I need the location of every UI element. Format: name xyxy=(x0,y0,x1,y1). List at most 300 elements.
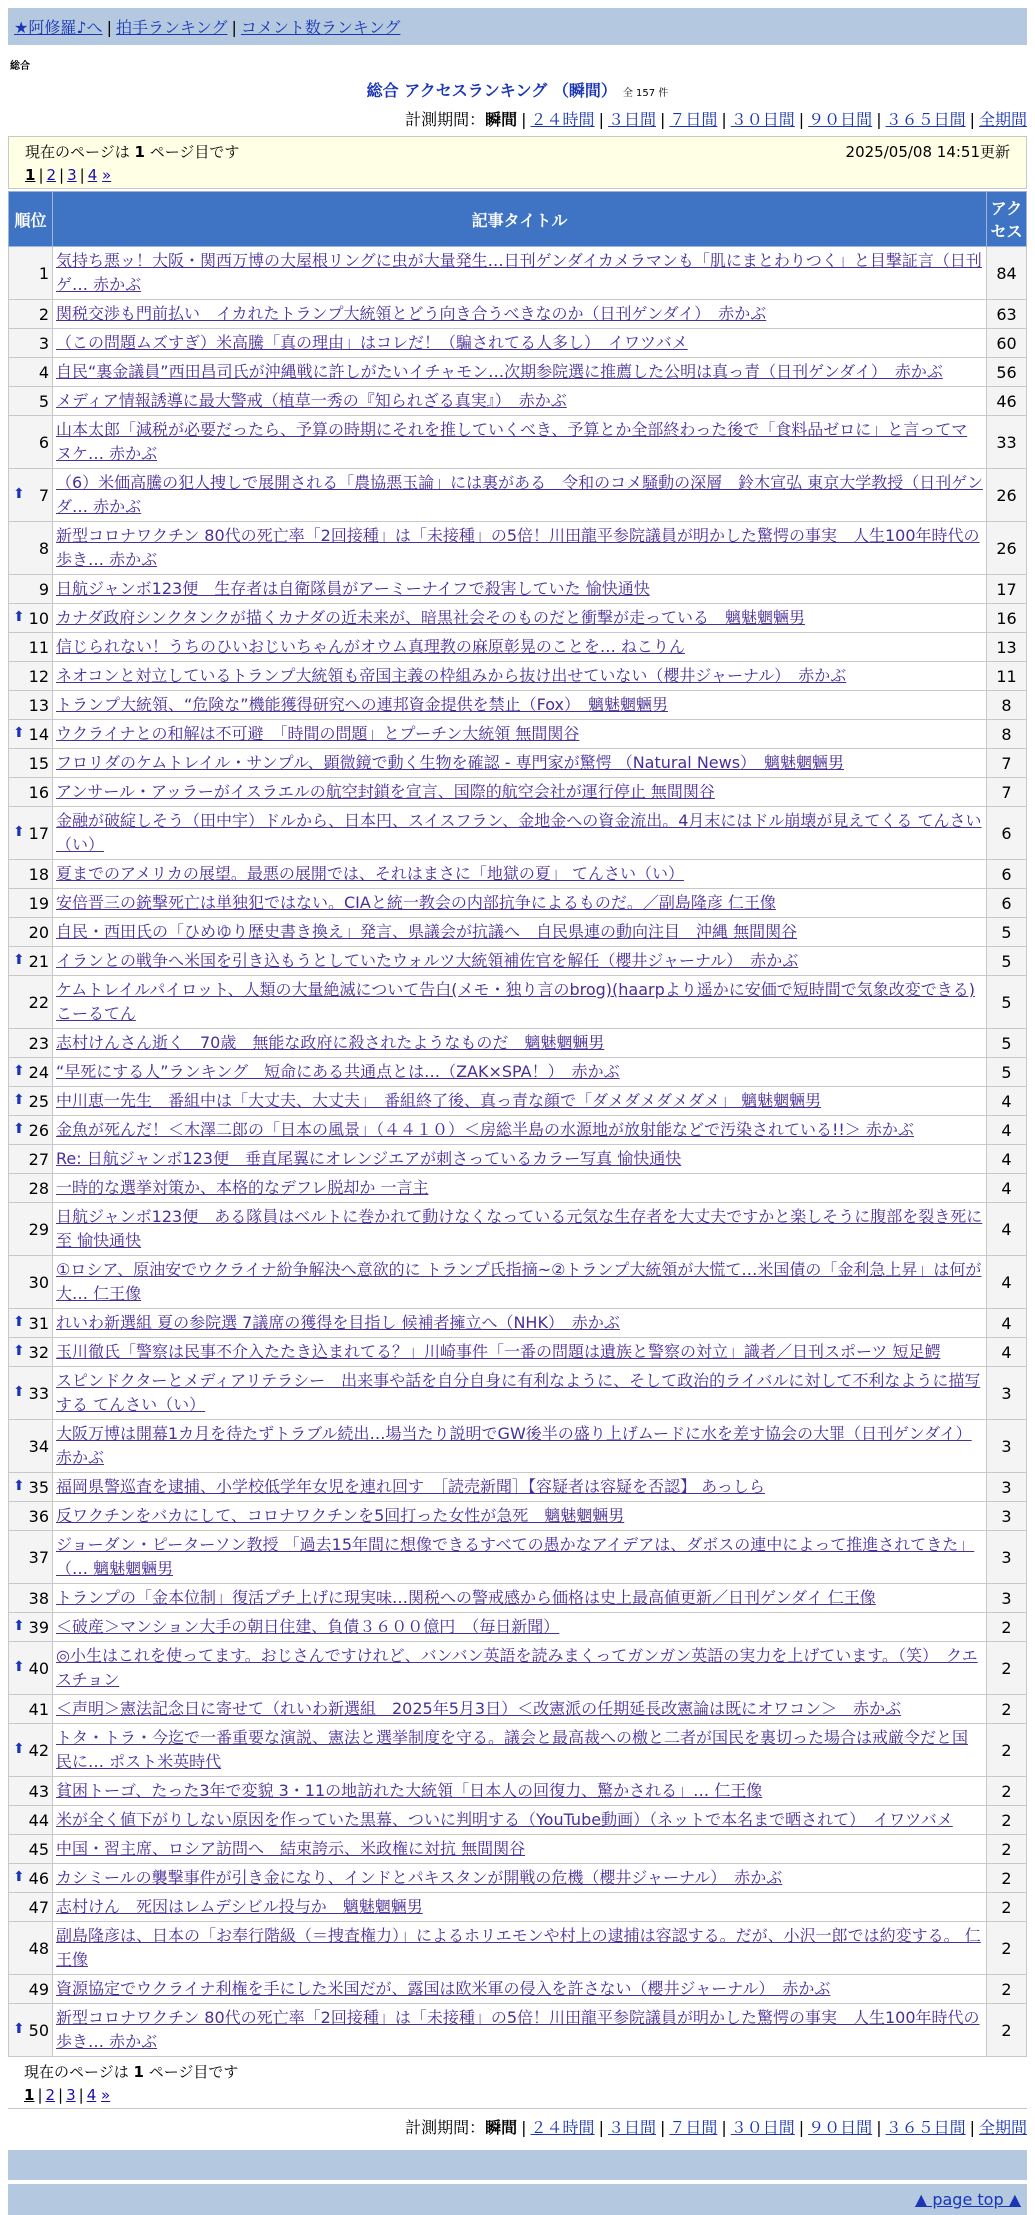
title-cell xyxy=(53,889,987,918)
rank-cell xyxy=(9,1087,53,1116)
rank-cell xyxy=(9,860,53,889)
table-row xyxy=(9,300,1027,329)
article-link[interactable]: 玉川徹氏「警察は民事不介入たたき込まれてる？」川崎事件「一番の問題は遺族と警察の対立」識者／日刊スポーツ 短足鰐 xyxy=(56,1342,941,1361)
period-link-0[interactable]: ２４時間 xyxy=(530,2118,595,2137)
table-row xyxy=(9,749,1027,778)
rank-number: 36 xyxy=(28,1506,49,1526)
access-count: 3 xyxy=(987,1367,1027,1420)
ranking-table xyxy=(8,191,1027,2057)
table-row xyxy=(9,2004,1027,2057)
page-next-link[interactable]: » xyxy=(102,166,112,184)
rank-number: 41 xyxy=(28,1699,49,1719)
pager-top xyxy=(8,136,1027,189)
article-link[interactable]: 関税交渉も門前払い イカれたトランプ大統領とどう向き合うべきなのか（日刊ゲンダイ） 赤かぶ xyxy=(56,304,767,323)
title-cell xyxy=(53,1724,987,1777)
rank-cell xyxy=(9,1695,53,1724)
article-link[interactable]: アンサール・アッラーがイスラエルの航空封鎖を宣言、国際的航空会社が運行停止 無間関谷 xyxy=(56,782,715,801)
access-count: 60 xyxy=(987,329,1027,358)
rank-number: 7 xyxy=(38,485,49,505)
page-link-4[interactable]: 4 xyxy=(87,166,98,184)
article-link[interactable]: ＜声明＞憲法記念日に寄せて（れいわ新選組 2025年5月3日）＜改憲派の任期延長改憲論は既にオワコン＞ 赤かぶ xyxy=(56,1699,902,1718)
article-link[interactable]: 中川恵一先生 番組中は「大丈夫、大丈夫」 番組終了後、真っ青な顔で「ダメダメダメダメ」 魑魅魍魎男 xyxy=(56,1091,822,1110)
rank-number: 13 xyxy=(28,695,49,715)
article-link[interactable]: 日航ジャンボ123便 生存者は自衛隊員がアーミーナイフで殺害していた 愉快通快 xyxy=(56,579,650,598)
article-link[interactable]: スピンドクターとメディアリテラシー 出来事や話を自分自身に有利なように、そして政治的ライバルに対して不利なように描写する てんさい（い） xyxy=(56,1371,981,1414)
article-link[interactable]: ジョーダン・ピーターソン教授 「過去15年間に想像できるすべての愚かなアイデアは、ダボスの連中によって推進されてきた」（… 魑魅魍魎男 xyxy=(56,1535,975,1578)
access-count: 4 xyxy=(987,1338,1027,1367)
page-top-link[interactable]: ▲ page top ▲ xyxy=(914,2190,1021,2209)
period-link-3[interactable]: ３０日間 xyxy=(730,2118,795,2137)
rank-number: 48 xyxy=(28,1938,49,1958)
access-count: 4 xyxy=(987,1203,1027,1256)
access-count: 4 xyxy=(987,1309,1027,1338)
article-link[interactable]: 副島隆彦は、日本の「お奉行階級（＝捜査権力）」によるホリエモンや村上の逮捕は容認する。だが、小沢一郎では約変する。 仁王像 xyxy=(56,1926,981,1969)
rank-number: 26 xyxy=(28,1120,49,1140)
rank-number: 15 xyxy=(28,753,49,773)
title-cell xyxy=(53,662,987,691)
rank-number: 20 xyxy=(28,922,49,942)
rank-up-arrow-icon: ⬆ xyxy=(13,1868,25,1885)
period-link-1[interactable]: ３日間 xyxy=(607,2118,656,2137)
rank-number: 46 xyxy=(28,1868,49,1888)
title-cell xyxy=(53,469,987,522)
breadcrumb: 総合 xyxy=(10,61,30,72)
rank-up-arrow-icon: ⬆ xyxy=(13,1658,25,1675)
article-link[interactable]: 金魚が死んだ！＜木澤二郎の「日本の風景」（４４１０）＜房総半島の水源地が放射能などで汚染されている!!＞ 赤かぶ xyxy=(56,1120,914,1139)
title-cell xyxy=(53,1642,987,1695)
table-row xyxy=(9,247,1027,300)
rank-number: 38 xyxy=(28,1588,49,1608)
rank-up-arrow-icon: ⬆ xyxy=(13,1120,25,1137)
rank-cell xyxy=(9,1613,53,1642)
rank-up-arrow-icon: ⬆ xyxy=(13,485,25,502)
rank-number: 34 xyxy=(28,1436,49,1456)
rank-cell xyxy=(9,918,53,947)
period-link-4[interactable]: ９０日間 xyxy=(808,2118,873,2137)
article-link[interactable]: ウクライナとの和解は不可避 「時間の問題」とプーチン大統領 無間関谷 xyxy=(56,724,580,743)
rank-number: 6 xyxy=(38,432,49,452)
table-row xyxy=(9,947,1027,976)
access-count: 13 xyxy=(987,633,1027,662)
page-status-bottom: 現在のページは 1 ページ目です xyxy=(24,2063,239,2081)
title-cell xyxy=(53,416,987,469)
table-row xyxy=(9,1309,1027,1338)
rank-cell xyxy=(9,1029,53,1058)
period-link-2[interactable]: ７日間 xyxy=(669,110,718,129)
access-count: 2 xyxy=(987,1695,1027,1724)
article-link[interactable]: メディア情報誘導に最大警戒（植草一秀の『知られざる真実』） 赤かぶ xyxy=(56,391,567,410)
title-cell xyxy=(53,947,987,976)
access-count: 8 xyxy=(987,720,1027,749)
rank-cell xyxy=(9,720,53,749)
title-cell xyxy=(53,1029,987,1058)
rank-number: 23 xyxy=(28,1033,49,1053)
page-link-2[interactable]: 2 xyxy=(46,166,57,184)
article-link[interactable]: 大阪万博は開幕1カ月を待たずトラブル続出…場当たり説明でGW後半の盛り上げムードに水を差す協会の大罪（日刊ゲンダイ） 赤かぶ xyxy=(56,1424,972,1467)
rank-number: 25 xyxy=(28,1091,49,1111)
access-count: 6 xyxy=(987,860,1027,889)
table-row xyxy=(9,1975,1027,2004)
title-cell xyxy=(53,2004,987,2057)
rank-cell xyxy=(9,300,53,329)
article-link[interactable]: 自民“裏金議員”西田昌司氏が沖縄戦に許しがたいイチャモン…次期参院選に推薦した公明は真っ青（日刊ゲンダイ） 赤かぶ xyxy=(56,362,943,381)
title-cell xyxy=(53,300,987,329)
access-count: 5 xyxy=(987,1029,1027,1058)
article-link[interactable]: 気持ち悪ッ！大阪・関西万博の大屋根リングに虫が大量発生…日刊ゲンダイカメラマンも「肌にまとわりつく」と目撃証言（日刊ゲ… 赤かぶ xyxy=(56,251,982,294)
rank-number: 24 xyxy=(28,1062,49,1082)
article-link[interactable]: ＜破産＞マンション大手の朝日住建、負債３６００億円 （毎日新聞） xyxy=(56,1617,560,1636)
title-cell xyxy=(53,1893,987,1922)
title-cell xyxy=(53,247,987,300)
access-count: 4 xyxy=(987,1256,1027,1309)
rank-cell xyxy=(9,1531,53,1584)
access-count: 26 xyxy=(987,522,1027,575)
access-count: 46 xyxy=(987,387,1027,416)
nav-link-comment-ranking[interactable]: コメント数ランキング xyxy=(240,18,401,37)
rank-cell xyxy=(9,604,53,633)
rank-number: 30 xyxy=(28,1272,49,1292)
title-cell xyxy=(53,1777,987,1806)
title-cell xyxy=(53,1145,987,1174)
access-count: 2 xyxy=(987,1642,1027,1695)
page-current: 1 xyxy=(25,166,36,184)
title-cell xyxy=(53,1806,987,1835)
table-row xyxy=(9,469,1027,522)
table-row xyxy=(9,387,1027,416)
rank-cell xyxy=(9,1174,53,1203)
article-link[interactable]: フロリダのケムトレイル・サンプル、顕微鏡で動く生物を確認 - 専門家が驚愕 （Natural News） 魑魅魍魎男 xyxy=(56,753,845,772)
rank-number: 17 xyxy=(28,823,49,843)
table-row xyxy=(9,1613,1027,1642)
table-row xyxy=(9,1584,1027,1613)
rank-number: 8 xyxy=(38,538,49,558)
article-link[interactable]: （6）米価高騰の犯人捜しで展開される「農協悪玉論」には裏がある 令和のコメ騒動の深層 鈴木宣弘 東京大学教授（日刊ゲンダ… 赤かぶ xyxy=(56,473,983,516)
table-row xyxy=(9,860,1027,889)
rank-cell xyxy=(9,1893,53,1922)
table-row xyxy=(9,889,1027,918)
article-link[interactable]: トタ・トラ・今迄で一番重要な演説、憲法と選挙制度を守る。議会と最高裁への檄と二者が国民を裏切った場合は戒厳令だと国民に… ポスト米英時代 xyxy=(56,1728,969,1771)
article-link[interactable]: 反ワクチンをバカにして、コロナワクチンを5回打った女性が急死 魑魅魍魎男 xyxy=(56,1506,625,1525)
table-row xyxy=(9,416,1027,469)
title-cell xyxy=(53,1613,987,1642)
rank-number: 39 xyxy=(28,1617,49,1637)
rank-cell xyxy=(9,1724,53,1777)
rank-cell xyxy=(9,691,53,720)
rank-cell xyxy=(9,358,53,387)
page-link-4[interactable]: 4 xyxy=(86,2086,97,2104)
article-link[interactable]: 信じられない！うちのひいおじいちゃんがオウム真理教の麻原彰晃のことを… ねこりん xyxy=(56,637,685,656)
article-link[interactable]: 志村けんさん逝く 70歳 無能な政府に殺されたようなものだ 魑魅魍魎男 xyxy=(56,1033,605,1052)
access-count: 2 xyxy=(987,1806,1027,1835)
title-cell xyxy=(53,575,987,604)
rank-number: 50 xyxy=(28,2020,49,2040)
article-link[interactable]: 米が全く値下がりしない原因を作っていた黒幕、ついに判明する（YouTube動画）（ネットで本名まで晒されて） イワツバメ xyxy=(56,1810,953,1829)
title-cell xyxy=(53,749,987,778)
period-label: 計測期間： xyxy=(405,110,486,129)
rank-cell xyxy=(9,1116,53,1145)
period-link-1[interactable]: ３日間 xyxy=(607,110,656,129)
rank-cell xyxy=(9,1584,53,1613)
article-link[interactable]: ネオコンと対立しているトランプ大統領も帝国主義の枠組みから抜け出せていない（櫻井ジャーナル） 赤かぶ xyxy=(56,666,847,685)
rank-cell xyxy=(9,947,53,976)
rank-up-arrow-icon: ⬆ xyxy=(13,1383,25,1400)
table-row xyxy=(9,1724,1027,1777)
page-links: 1 | 2 | 3 | 4 » xyxy=(25,166,112,184)
article-link[interactable]: カナダ政府シンクタンクが描くカナダの近未来が、暗黒社会そのものだと衝撃が走っている 魑魅魍魎男 xyxy=(56,608,806,627)
access-count: 33 xyxy=(987,416,1027,469)
access-count: 2 xyxy=(987,1613,1027,1642)
title-cell xyxy=(53,1256,987,1309)
title-cell xyxy=(53,860,987,889)
article-link[interactable]: 資源協定でウクライナ利権を手にした米国だが、露国は欧米軍の侵入を許さない（櫻井ジャーナル） 赤かぶ xyxy=(56,1979,831,1998)
article-link[interactable]: イランとの戦争へ米国を引き込もうとしていたウォルツ大統領補佐官を解任（櫻井ジャーナル） 赤かぶ xyxy=(56,951,799,970)
access-count: 6 xyxy=(987,807,1027,860)
title-cell xyxy=(53,1864,987,1893)
rank-up-arrow-icon: ⬆ xyxy=(13,951,25,968)
access-count: 5 xyxy=(987,918,1027,947)
period-link-2[interactable]: ７日間 xyxy=(669,2118,718,2137)
page-link-3[interactable]: 3 xyxy=(67,166,77,184)
header-rank: 順位 xyxy=(9,192,53,247)
access-count: 3 xyxy=(987,1502,1027,1531)
rank-number: 19 xyxy=(28,893,49,913)
article-link[interactable]: ①ロシア、原油安でウクライナ紛争解決へ意欲的に トランプ氏指摘~②トランプ大統領が大慌て…米国債の「金利急上昇」は何が大… 仁王像 xyxy=(56,1260,982,1303)
table-row xyxy=(9,691,1027,720)
title-cell xyxy=(53,358,987,387)
title-cell xyxy=(53,1695,987,1724)
rank-number: 28 xyxy=(28,1178,49,1198)
access-count: 2 xyxy=(987,1864,1027,1893)
access-count: 3 xyxy=(987,1584,1027,1613)
period-link-5[interactable]: ３６５日間 xyxy=(885,2118,966,2137)
table-row xyxy=(9,633,1027,662)
table-row xyxy=(9,1642,1027,1695)
title-cell xyxy=(53,720,987,749)
rank-cell xyxy=(9,749,53,778)
rank-number: 37 xyxy=(28,1547,49,1567)
title-cell xyxy=(53,387,987,416)
title-cell xyxy=(53,329,987,358)
table-row xyxy=(9,575,1027,604)
access-count: 2 xyxy=(987,1777,1027,1806)
period-link-3[interactable]: ３０日間 xyxy=(730,110,795,129)
article-link[interactable]: れいわ新選組 夏の参院選 7議席の獲得を目指し 候補者擁立へ（NHK） 赤かぶ xyxy=(56,1313,620,1332)
rank-up-arrow-icon: ⬆ xyxy=(13,1342,25,1359)
rank-up-arrow-icon: ⬆ xyxy=(13,1617,25,1634)
rank-cell xyxy=(9,889,53,918)
article-link[interactable]: トランプの「金本位制」復活プチ上げに現実味…関税への警戒感から価格は史上最高値更新／日刊ゲンダイ 仁王像 xyxy=(56,1588,876,1607)
article-link[interactable]: 夏までのアメリカの展望。最悪の展開では、それはまさに「地獄の夏」 てんさい（い） xyxy=(56,864,684,883)
article-link[interactable]: （この問題ムズすぎ）米高騰「真の理由」はコレだ！（騙されてる人多し） イワツバメ xyxy=(56,333,688,352)
article-link[interactable]: ◎小生はこれを使ってます。おじさんですけれど、バンバン英語を読みまくってガンガン英語の実力を上げています。（笑） クエスチョン xyxy=(56,1646,978,1689)
rank-cell xyxy=(9,778,53,807)
table-row xyxy=(9,1145,1027,1174)
rank-cell xyxy=(9,662,53,691)
page-top-bar xyxy=(8,2184,1027,2215)
nav-link-clap-ranking[interactable]: 拍手ランキング xyxy=(115,18,228,37)
rank-number: 1 xyxy=(38,263,49,283)
access-count: 4 xyxy=(987,1116,1027,1145)
rank-cell xyxy=(9,1502,53,1531)
table-row xyxy=(9,1473,1027,1502)
rank-cell xyxy=(9,1806,53,1835)
rank-number: 49 xyxy=(28,1979,49,1999)
table-row xyxy=(9,1174,1027,1203)
access-count: 7 xyxy=(987,749,1027,778)
table-row xyxy=(9,976,1027,1029)
table-row xyxy=(9,1806,1027,1835)
title-cell xyxy=(53,1087,987,1116)
access-count: 2 xyxy=(987,1922,1027,1975)
period-link-4[interactable]: ９０日間 xyxy=(808,110,873,129)
page-title-line xyxy=(8,78,1027,101)
title-cell xyxy=(53,1338,987,1367)
rank-cell xyxy=(9,1777,53,1806)
rank-cell xyxy=(9,1642,53,1695)
rank-cell xyxy=(9,1864,53,1893)
access-count: 7 xyxy=(987,778,1027,807)
page-link-2[interactable]: 2 xyxy=(45,2086,56,2104)
period-selector-top: 計測期間：瞬間 | ２４時間 | ３日間 | ７日間 | ３０日間 | ９０日間 | ３６５日間 | 全期間 xyxy=(405,110,1027,129)
rank-cell xyxy=(9,976,53,1029)
rank-number: 18 xyxy=(28,864,49,884)
table-row xyxy=(9,1367,1027,1420)
rank-cell xyxy=(9,247,53,300)
page-link-3[interactable]: 3 xyxy=(66,2086,76,2104)
article-link[interactable]: 山本太郎「減税が必要だったら、予算の時期にそれを推していくべき、予算とか全部終わった後で「食料品ゼロに」と言ってマヌケ… 赤かぶ xyxy=(56,420,968,463)
rank-number: 5 xyxy=(38,391,49,411)
rank-cell xyxy=(9,807,53,860)
title-cell xyxy=(53,1309,987,1338)
rank-number: 21 xyxy=(28,951,49,971)
article-link[interactable]: トランプ大統領、“危険な”機能獲得研究への連邦資金提供を禁止（Fox） 魑魅魍魎男 xyxy=(56,695,668,714)
title-cell xyxy=(53,1922,987,1975)
rank-number: 11 xyxy=(28,637,49,657)
article-link[interactable]: カシミールの襲撃事件が引き金になり、インドとパキスタンが開戦の危機（櫻井ジャーナル） 赤かぶ xyxy=(56,1868,783,1887)
title-cell xyxy=(53,691,987,720)
period-link-6[interactable]: 全期間 xyxy=(978,2118,1027,2137)
article-link[interactable]: 貧困トーゴ、たった3年で変貌 3・11の地訪れた大統領「日本人の回復力、驚かされる」… 仁王像 xyxy=(56,1781,763,1800)
rank-up-arrow-icon: ⬆ xyxy=(13,2020,25,2037)
rank-cell xyxy=(9,1338,53,1367)
title-cell xyxy=(53,633,987,662)
article-link[interactable]: 新型コロナワクチン 80代の死亡率「2回接種」は「未接種」の5倍！川田龍平参院議員が明かした驚愕の事実 人生100年時代の歩き… 赤かぶ xyxy=(56,2008,980,2051)
period-link-6[interactable]: 全期間 xyxy=(978,110,1027,129)
access-count: 63 xyxy=(987,300,1027,329)
article-link[interactable]: ケムトレイルパイロット、人類の大量絶滅について告白(メモ・独り言のbrog)(haarpより遥かに安価で短時間で気象改変できる) こーるてん xyxy=(56,980,975,1023)
article-link[interactable]: 新型コロナワクチン 80代の死亡率「2回接種」は「未接種」の5倍！川田龍平参院議員が明かした驚愕の事実 人生100年時代の歩き… 赤かぶ xyxy=(56,526,980,569)
title-cell xyxy=(53,807,987,860)
rank-number: 35 xyxy=(28,1477,49,1497)
rank-cell xyxy=(9,329,53,358)
period-current: 瞬間 xyxy=(485,110,518,129)
title-cell xyxy=(53,976,987,1029)
rank-cell xyxy=(9,1203,53,1256)
rank-cell xyxy=(9,1367,53,1420)
rank-cell xyxy=(9,2004,53,2057)
period-link-0[interactable]: ２４時間 xyxy=(530,110,595,129)
rank-cell xyxy=(9,522,53,575)
article-link[interactable]: 一時的な選挙対策か、本格的なデフレ脱却か 一言主 xyxy=(56,1178,429,1197)
rank-number: 10 xyxy=(28,608,49,628)
rank-cell xyxy=(9,1922,53,1975)
rank-number: 4 xyxy=(38,362,49,382)
table-row xyxy=(9,1116,1027,1145)
rank-number: 27 xyxy=(28,1149,49,1169)
rank-cell xyxy=(9,1145,53,1174)
access-count: 4 xyxy=(987,1145,1027,1174)
rank-cell xyxy=(9,416,53,469)
table-row xyxy=(9,1835,1027,1864)
table-row xyxy=(9,1420,1027,1473)
nav-link-asyura[interactable]: ★阿修羅♪へ xyxy=(14,18,103,37)
title-cell xyxy=(53,1502,987,1531)
total-count: 全 157 件 xyxy=(622,88,669,99)
rank-number: 33 xyxy=(28,1383,49,1403)
article-link[interactable]: 自民・西田氏の「ひめゆり歴史書き換え」発言、県議会が抗議へ 自民県連の動向注目 沖縄 無間関谷 xyxy=(56,922,798,941)
rank-up-arrow-icon: ⬆ xyxy=(13,823,25,840)
header-access: アクセス xyxy=(987,192,1027,247)
article-link[interactable]: 日航ジャンボ123便 ある隊員はベルトに巻かれて動けなくなっている元気な生存者を大丈夫ですかと楽しそうに腹部を裂き死に至 愉快通快 xyxy=(56,1207,983,1250)
rank-number: 12 xyxy=(28,666,49,686)
access-count: 26 xyxy=(987,469,1027,522)
period-link-5[interactable]: ３６５日間 xyxy=(885,110,966,129)
table-row xyxy=(9,1502,1027,1531)
rank-number: 9 xyxy=(38,579,49,599)
table-row xyxy=(9,1893,1027,1922)
rank-cell xyxy=(9,387,53,416)
rank-cell xyxy=(9,1309,53,1338)
rank-cell xyxy=(9,575,53,604)
access-count: 2 xyxy=(987,1724,1027,1777)
table-row xyxy=(9,604,1027,633)
title-cell xyxy=(53,918,987,947)
period-current: 瞬間 xyxy=(485,2118,518,2137)
article-link[interactable]: 中国・習主席、ロシア訪問へ 結束誇示、米政権に対抗 無間関谷 xyxy=(56,1839,526,1858)
access-count: 56 xyxy=(987,358,1027,387)
table-row xyxy=(9,1203,1027,1256)
rank-number: 40 xyxy=(28,1658,49,1678)
title-cell xyxy=(53,1584,987,1613)
period-selector-bottom: 計測期間：瞬間 | ２４時間 | ３日間 | ７日間 | ３０日間 | ９０日間 | ３６５日間 | 全期間 xyxy=(405,2118,1027,2137)
page-status: 現在のページは 1 ページ目です xyxy=(25,143,240,161)
top-nav-bar: ★阿修羅♪へ | 拍手ランキング | コメント数ランキング xyxy=(8,8,1027,45)
article-link[interactable]: 安倍晋三の銃撃死亡は単独犯ではない。CIAと統一教会の内部抗争によるものだ。／副島隆彦 仁王像 xyxy=(56,893,776,912)
article-link[interactable]: Re: 日航ジャンボ123便 垂直尾翼にオレンジエアが刺さっているカラー写真 愉快通快 xyxy=(56,1149,682,1168)
rank-cell xyxy=(9,1256,53,1309)
access-count: 5 xyxy=(987,1058,1027,1087)
access-count: 4 xyxy=(987,1174,1027,1203)
article-link[interactable]: “早死にする人”ランキング 短命にある共通点とは…（ZAK×SPA！） 赤かぶ xyxy=(56,1062,620,1081)
access-count: 5 xyxy=(987,976,1027,1029)
article-link[interactable]: 金融が破綻しそう（田中宇）ドルから、日本円、スイスフラン、金地金への資金流出。4月末にはドル崩壊が見えてくる てんさい（い） xyxy=(56,811,982,854)
table-row xyxy=(9,720,1027,749)
rank-up-arrow-icon: ⬆ xyxy=(13,1091,25,1108)
article-link[interactable]: 福岡県警巡査を逮捕、小学校低学年女児を連れ回す ［読売新聞］【容疑者は容疑を否認】 あっしら xyxy=(56,1477,765,1496)
rank-number: 42 xyxy=(28,1740,49,1760)
access-count: 2 xyxy=(987,1835,1027,1864)
table-row xyxy=(9,1338,1027,1367)
page-current: 1 xyxy=(24,2086,35,2104)
table-row xyxy=(9,1922,1027,1975)
rank-number: 22 xyxy=(28,992,49,1012)
article-link[interactable]: 志村けん 死因はレムデシビル投与か 魑魅魍魎男 xyxy=(56,1897,423,1916)
page-next-link[interactable]: » xyxy=(101,2086,111,2104)
access-count: 16 xyxy=(987,604,1027,633)
rank-number: 31 xyxy=(28,1313,49,1333)
access-count: 3 xyxy=(987,1473,1027,1502)
rank-up-arrow-icon: ⬆ xyxy=(13,1062,25,1079)
